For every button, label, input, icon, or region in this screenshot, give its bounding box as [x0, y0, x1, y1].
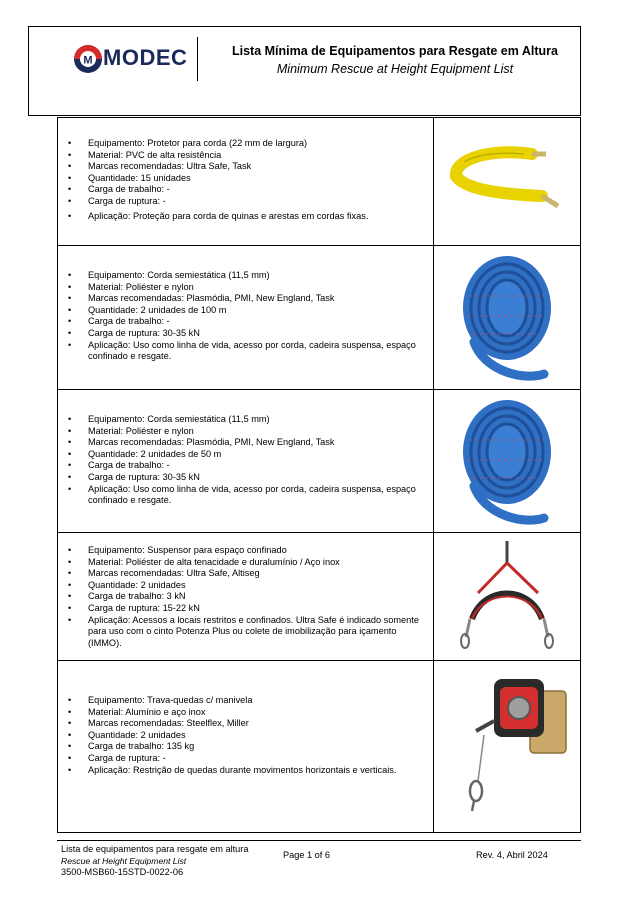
modec-logo-icon	[73, 44, 103, 74]
footer-title: Lista de equipamentos para resgate em altura	[61, 844, 249, 854]
list-item: • Equipamento: Suspensor para espaço confinado	[66, 545, 428, 557]
list-item: • Marcas recomendadas: Ultra Safe, Altiseg	[66, 568, 428, 580]
equipment-bullet-list	[66, 138, 428, 222]
list-item: • Carga de ruptura: 30-35 kN	[66, 472, 428, 484]
list-item: • Material: PVC de alta resistência	[66, 150, 428, 162]
document-header	[28, 26, 581, 116]
list-item: • Equipamento: Corda semiestática (11,5 mm)	[66, 270, 428, 282]
list-item: • Equipamento: Corda semiestática (11,5 mm)	[66, 414, 428, 426]
table-row	[58, 661, 580, 832]
footer-doc-code: 3500-MSB60-15STD-0022-06	[61, 867, 184, 877]
list-item: • Carga de trabalho: -	[66, 460, 428, 472]
page-number: Page 1 of 6	[283, 850, 330, 860]
list-item: • Aplicação: Restrição de quedas durante movimentos horizontais e verticais.	[66, 765, 428, 777]
equipment-table	[57, 117, 581, 833]
list-item: • Material: Alumínio e aço inox	[66, 707, 428, 719]
list-item: • Carga de trabalho: 3 kN	[66, 591, 428, 603]
list-item: • Equipamento: Trava-quedas c/ manivela	[66, 695, 428, 707]
equipment-image-cell	[434, 390, 580, 532]
footer-subtitle: Rescue at Height Equipment List	[61, 856, 187, 866]
list-item: • Carga de ruptura: -	[66, 753, 428, 765]
equipment-image-cell	[434, 246, 580, 389]
equipment-image-cell	[434, 533, 580, 660]
equipment-image-cell	[434, 118, 580, 245]
rope-coil-image	[434, 246, 580, 390]
equipment-description	[58, 390, 434, 532]
svg-text:M: M	[83, 54, 93, 67]
list-item: • Quantidade: 2 unidades de 100 m	[66, 305, 428, 317]
list-item: • Marcas recomendadas: Plasmódia, PMI, New England, Task	[66, 293, 428, 305]
list-item: • Aplicação: Proteção para corda de quinas e arestas em cordas fixas.	[66, 211, 428, 223]
list-item: • Carga de trabalho: 135 kg	[66, 741, 428, 753]
list-item: • Marcas recomendadas: Ultra Safe, Task	[66, 161, 428, 173]
modec-logo	[73, 41, 193, 77]
equipment-description	[58, 533, 434, 660]
equipment-bullet-list	[66, 545, 428, 649]
list-item: • Carga de ruptura: 30-35 kN	[66, 328, 428, 340]
document-subtitle: Minimum Rescue at Height Equipment List	[276, 62, 514, 76]
spreader-bar-image	[434, 533, 580, 661]
equipment-description	[58, 246, 434, 389]
list-item: • Carga de trabalho: -	[66, 184, 428, 196]
list-item: • Material: Poliéster e nylon	[66, 282, 428, 294]
list-item: • Material: Poliéster e nylon	[66, 426, 428, 438]
table-row	[58, 390, 580, 533]
equipment-description	[58, 661, 434, 832]
rope-protector-image	[434, 118, 580, 246]
list-item: • Quantidade: 2 unidades de 50 m	[66, 449, 428, 461]
list-item: • Carga de ruptura: -	[66, 196, 428, 208]
list-item: • Material: Poliéster de alta tenacidade e duralumínio / Aço inox	[66, 557, 428, 569]
logo-wordmark: MODEC	[103, 45, 188, 70]
list-item: • Aplicação: Uso como linha de vida, acesso por corda, cadeira suspensa, espaço confinado e resgate.	[66, 340, 428, 363]
equipment-image-cell	[434, 661, 580, 832]
table-row	[58, 533, 580, 661]
list-item: • Aplicação: Acessos a locais restritos e confinados. Ultra Safe é indicado somente para uso com o cinto Potenza Plus ou colete de imobilização para içamento (IMMO).	[66, 615, 428, 650]
document-title: Lista Mínima de Equipamentos para Resgate em Altura	[231, 44, 558, 58]
revision-label: Rev. 4, Abril 2024	[476, 850, 548, 860]
header-divider	[197, 37, 198, 81]
footer-divider	[57, 840, 581, 841]
list-item: • Marcas recomendadas: Steelflex, Miller	[66, 718, 428, 730]
list-item: • Aplicação: Uso como linha de vida, acesso por corda, cadeira suspensa, espaço confinado e resgate.	[66, 484, 428, 507]
list-item: • Equipamento: Protetor para corda (22 mm de largura)	[66, 138, 428, 150]
table-row	[58, 246, 580, 390]
fall-arrester-image	[434, 661, 580, 832]
list-item: • Quantidade: 2 unidades	[66, 730, 428, 742]
list-item: • Quantidade: 15 unidades	[66, 173, 428, 185]
rope-coil-image	[434, 390, 580, 533]
list-item: • Quantidade: 2 unidades	[66, 580, 428, 592]
list-item: • Carga de ruptura: 15-22 kN	[66, 603, 428, 615]
equipment-bullet-list	[66, 270, 428, 363]
list-item: • Carga de trabalho: -	[66, 316, 428, 328]
list-item: • Marcas recomendadas: Plasmódia, PMI, New England, Task	[66, 437, 428, 449]
equipment-bullet-list	[66, 695, 428, 776]
equipment-bullet-list	[66, 414, 428, 507]
equipment-description	[58, 118, 434, 245]
table-row	[58, 118, 580, 246]
